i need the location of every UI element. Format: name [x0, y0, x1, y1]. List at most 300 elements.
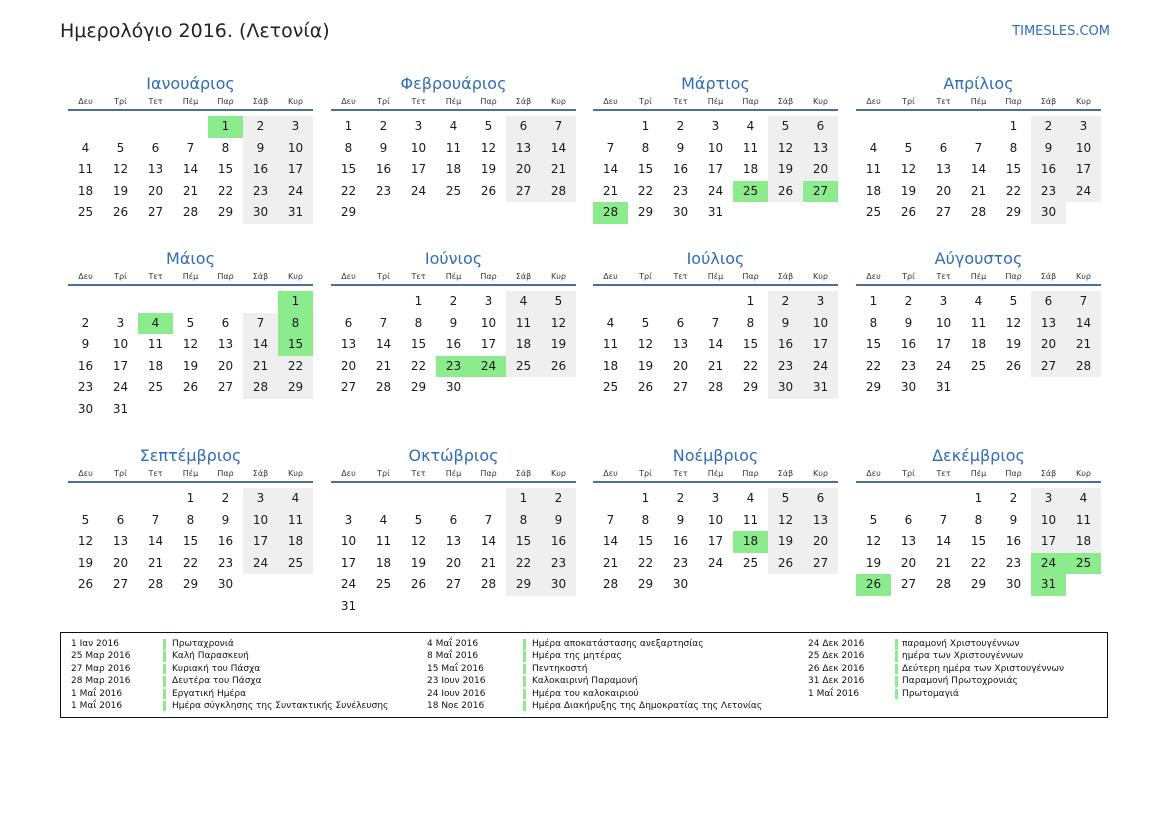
- holiday-date: 1 Μαΐ 2016: [71, 700, 123, 711]
- day-cell: 10: [278, 138, 313, 160]
- weekday-label: Παρ: [742, 469, 759, 478]
- day-cell: 2: [768, 291, 803, 313]
- empty-cell: [68, 291, 103, 313]
- weekday-label: Κυρ: [551, 469, 566, 478]
- day-cell: 8: [506, 510, 541, 532]
- day-cell: 20: [217, 358, 234, 373]
- day-grid: [856, 488, 1101, 596]
- holiday-day-cell: 23: [436, 356, 471, 378]
- day-cell: 6: [803, 116, 838, 138]
- day-cell: 30: [672, 205, 689, 220]
- day-cell: 25: [77, 205, 94, 220]
- holiday-day-cell: 4: [138, 313, 173, 335]
- holiday-marker: [523, 664, 526, 675]
- holiday-name: Ημέρα αποκατάστασης ανεξαρτησίας: [532, 639, 704, 649]
- day-cell: 2: [221, 491, 230, 505]
- weekday-label: Παρ: [1005, 469, 1022, 478]
- weekday-label: Σάβ: [1040, 272, 1057, 281]
- day-cell: 13: [445, 534, 462, 549]
- day-cell: 11: [506, 313, 541, 335]
- day-cell: 6: [344, 315, 353, 330]
- day-cell: 28: [147, 577, 164, 592]
- day-cell: 2: [676, 119, 685, 133]
- holiday-date: 23 Ιουν 2016: [427, 676, 486, 687]
- day-cell: 31: [803, 377, 838, 399]
- day-cell: 30: [541, 574, 576, 596]
- day-cell: 3: [939, 294, 948, 308]
- day-cell: 28: [541, 181, 576, 203]
- day-cell: 17: [278, 159, 313, 181]
- day-cell: 27: [803, 553, 838, 575]
- day-cell: 21: [970, 183, 987, 198]
- weekday-label: Κυρ: [1076, 97, 1091, 106]
- holiday-day-cell: 26: [856, 574, 891, 596]
- day-cell: 17: [1031, 531, 1066, 553]
- weekday-label: Σάβ: [777, 97, 794, 106]
- day-cell: 14: [707, 337, 724, 352]
- day-cell: 19: [112, 183, 129, 198]
- day-cell: 29: [410, 380, 427, 395]
- weekday-label: Τετ: [148, 97, 163, 106]
- holiday-day-cell: 1: [278, 291, 313, 313]
- weekday-header: [593, 467, 838, 483]
- day-cell: 18: [147, 358, 164, 373]
- day-cell: 29: [865, 380, 882, 395]
- day-cell: 3: [344, 512, 353, 527]
- weekday-label: Τετ: [148, 272, 163, 281]
- month-name: Σεπτέμβριος: [139, 446, 242, 465]
- day-cell: 16: [768, 334, 803, 356]
- day-cell: 20: [147, 183, 164, 198]
- weekday-label: Κυρ: [813, 97, 828, 106]
- empty-cell: [593, 291, 628, 313]
- holiday-marker: [895, 651, 898, 662]
- day-cell: 16: [1005, 534, 1022, 549]
- month-block: [331, 446, 576, 618]
- day-cell: 26: [480, 183, 497, 198]
- holiday-marker: [895, 664, 898, 675]
- weekday-label: Δευ: [866, 469, 881, 478]
- weekday-label: Παρ: [742, 97, 759, 106]
- holiday-marker: [523, 651, 526, 662]
- weekday-label: Τετ: [148, 469, 163, 478]
- day-cell: 4: [746, 491, 755, 505]
- holiday-date: 28 Μαρ 2016: [71, 676, 131, 687]
- day-cell: 6: [803, 488, 838, 510]
- day-cell: 19: [768, 531, 803, 553]
- day-cell: 5: [116, 140, 125, 155]
- weekday-label: Παρ: [1005, 272, 1022, 281]
- day-cell: 18: [742, 162, 759, 177]
- empty-cell: [68, 116, 103, 138]
- day-cell: 11: [865, 162, 882, 177]
- day-cell: 26: [1005, 358, 1022, 373]
- weekday-label: Τρί: [114, 272, 127, 281]
- month-name: Ιούλιος: [686, 249, 745, 268]
- day-cell: 14: [602, 534, 619, 549]
- weekday-label: Τρί: [114, 469, 127, 478]
- day-grid: [68, 291, 313, 421]
- holiday-day-cell: 24: [471, 356, 506, 378]
- day-cell: 7: [484, 512, 493, 527]
- day-cell: 25: [147, 380, 164, 395]
- day-cell: 23: [768, 356, 803, 378]
- holiday-date: 25 Δεκ 2016: [808, 651, 865, 662]
- day-cell: 28: [375, 380, 392, 395]
- day-cell: 19: [900, 183, 917, 198]
- weekday-label: Δευ: [603, 97, 618, 106]
- day-cell: 19: [410, 555, 427, 570]
- page-title: Ημερολόγιο 2016. (Λετονία): [60, 20, 330, 42]
- day-cell: 15: [340, 162, 357, 177]
- holiday-marker: [895, 639, 898, 650]
- day-cell: 14: [541, 138, 576, 160]
- holiday-date: 24 Δεκ 2016: [808, 639, 865, 649]
- day-cell: 7: [974, 140, 983, 155]
- month-name: Ιανουάριος: [146, 74, 235, 93]
- day-cell: 2: [1031, 116, 1066, 138]
- weekday-label: Πέμ: [182, 272, 199, 281]
- day-cell: 17: [410, 162, 427, 177]
- weekday-header: [68, 467, 313, 483]
- day-cell: 22: [637, 555, 654, 570]
- day-cell: 7: [243, 313, 278, 335]
- site-link[interactable]: TIMESLES.COM: [1012, 24, 1110, 39]
- day-grid: [856, 116, 1101, 224]
- day-cell: 26: [77, 577, 94, 592]
- day-cell: 24: [707, 555, 724, 570]
- day-cell: 29: [278, 377, 313, 399]
- day-cell: 8: [186, 512, 195, 527]
- day-cell: 20: [935, 183, 952, 198]
- day-cell: 15: [1005, 162, 1022, 177]
- month-name: Δεκέμβριος: [932, 446, 1025, 465]
- holiday-date: 15 Μαΐ 2016: [427, 663, 484, 674]
- weekday-header: [593, 95, 838, 111]
- day-cell: 6: [904, 512, 913, 527]
- day-cell: 21: [1066, 334, 1101, 356]
- day-cell: 8: [641, 140, 650, 155]
- day-cell: 21: [480, 555, 497, 570]
- day-cell: 25: [278, 553, 313, 575]
- day-cell: 6: [221, 315, 230, 330]
- day-cell: 3: [1066, 116, 1101, 138]
- day-cell: 27: [147, 205, 164, 220]
- holiday-marker: [895, 676, 898, 687]
- holiday-date: 31 Δεκ 2016: [808, 676, 865, 687]
- weekday-label: Κυρ: [813, 469, 828, 478]
- day-cell: 17: [1066, 159, 1101, 181]
- holiday-marker: [163, 701, 166, 712]
- holiday-date: 4 Μαΐ 2016: [427, 639, 479, 649]
- day-cell: 11: [445, 140, 462, 155]
- day-cell: 31: [112, 401, 129, 416]
- weekday-label: Παρ: [217, 97, 234, 106]
- day-cell: 18: [445, 162, 462, 177]
- day-cell: 17: [935, 337, 952, 352]
- day-cell: 5: [904, 140, 913, 155]
- day-cell: 20: [506, 159, 541, 181]
- day-cell: 14: [182, 162, 199, 177]
- day-cell: 29: [182, 577, 199, 592]
- day-cell: 30: [672, 577, 689, 592]
- weekday-label: Τρί: [639, 469, 652, 478]
- weekday-label: Παρ: [742, 272, 759, 281]
- day-cell: 8: [746, 315, 755, 330]
- day-cell: 30: [900, 380, 917, 395]
- day-cell: 11: [77, 162, 94, 177]
- day-cell: 30: [1005, 577, 1022, 592]
- day-cell: 9: [904, 315, 913, 330]
- weekday-label: Παρ: [217, 469, 234, 478]
- day-cell: 22: [278, 356, 313, 378]
- day-cell: 24: [278, 181, 313, 203]
- month-block: [593, 249, 838, 399]
- day-cell: 4: [606, 315, 615, 330]
- day-cell: 5: [641, 315, 650, 330]
- day-cell: 11: [1066, 510, 1101, 532]
- day-grid: [331, 116, 576, 224]
- day-cell: 15: [182, 534, 199, 549]
- weekday-label: Δευ: [866, 97, 881, 106]
- weekday-label: Παρ: [217, 272, 234, 281]
- day-cell: 29: [637, 205, 654, 220]
- day-cell: 13: [900, 534, 917, 549]
- weekday-label: Τετ: [411, 97, 426, 106]
- weekday-label: Τετ: [673, 97, 688, 106]
- day-cell: 23: [217, 555, 234, 570]
- day-cell: 27: [217, 380, 234, 395]
- day-cell: 31: [707, 205, 724, 220]
- empty-cell: [891, 488, 926, 510]
- day-cell: 17: [707, 162, 724, 177]
- empty-cell: [401, 488, 436, 510]
- day-cell: 8: [869, 315, 878, 330]
- holiday-name: παραμονή Χριστουγέννων: [902, 639, 1020, 649]
- holiday-marker: [163, 689, 166, 700]
- weekday-label: Σάβ: [1040, 97, 1057, 106]
- holiday-day-cell: 8: [278, 313, 313, 335]
- day-cell: 17: [707, 534, 724, 549]
- weekday-label: Πέμ: [445, 469, 462, 478]
- day-cell: 27: [112, 577, 129, 592]
- holiday-name: Εργατική Ημέρα: [172, 688, 246, 699]
- day-cell: 9: [449, 315, 458, 330]
- day-cell: 23: [900, 358, 917, 373]
- holiday-name: Ημέρα σύγκλησης της Συντακτικής Συνέλευσης: [172, 700, 389, 711]
- weekday-header: [856, 95, 1101, 111]
- day-grid: [331, 488, 576, 618]
- day-cell: 23: [1031, 181, 1066, 203]
- weekday-label: Τετ: [673, 469, 688, 478]
- month-name: Αύγουστος: [934, 249, 1023, 268]
- day-cell: 18: [278, 531, 313, 553]
- day-cell: 11: [742, 140, 759, 155]
- day-cell: 29: [970, 577, 987, 592]
- day-cell: 12: [77, 534, 94, 549]
- day-cell: 12: [637, 337, 654, 352]
- day-cell: 20: [340, 358, 357, 373]
- day-cell: 18: [970, 337, 987, 352]
- holiday-marker: [523, 676, 526, 687]
- day-cell: 13: [147, 162, 164, 177]
- day-cell: 29: [1005, 205, 1022, 220]
- month-name: Ιούνιος: [424, 249, 483, 268]
- weekday-header: [593, 270, 838, 286]
- holiday-name: Πρωταχρονιά: [172, 639, 234, 649]
- day-cell: 13: [217, 337, 234, 352]
- day-cell: 27: [445, 577, 462, 592]
- day-cell: 2: [676, 491, 685, 505]
- weekday-label: Σάβ: [515, 97, 532, 106]
- day-cell: 28: [1066, 356, 1101, 378]
- day-cell: 5: [81, 512, 90, 527]
- day-cell: 3: [711, 491, 720, 505]
- empty-cell: [173, 291, 208, 313]
- empty-cell: [663, 291, 698, 313]
- weekday-label: Δευ: [603, 469, 618, 478]
- day-cell: 13: [672, 337, 689, 352]
- day-grid: [593, 116, 838, 224]
- empty-cell: [856, 488, 891, 510]
- day-cell: 20: [445, 555, 462, 570]
- day-cell: 27: [340, 380, 357, 395]
- weekday-label: Τετ: [936, 97, 951, 106]
- month-name: Μάρτιος: [681, 74, 750, 93]
- day-cell: 1: [506, 488, 541, 510]
- day-cell: 10: [707, 140, 724, 155]
- weekday-label: Τρί: [902, 97, 915, 106]
- day-cell: 29: [637, 577, 654, 592]
- day-cell: 14: [375, 337, 392, 352]
- day-cell: 7: [711, 315, 720, 330]
- holiday-date: 25 Μαρ 2016: [71, 651, 131, 662]
- day-cell: 9: [541, 510, 576, 532]
- day-cell: 27: [900, 577, 917, 592]
- month-block: [68, 249, 313, 421]
- weekday-label: Κυρ: [1076, 272, 1091, 281]
- day-cell: 23: [672, 183, 689, 198]
- weekday-label: Τετ: [411, 469, 426, 478]
- weekday-label: Σάβ: [1040, 469, 1057, 478]
- empty-cell: [961, 116, 996, 138]
- day-cell: 13: [1031, 313, 1066, 335]
- day-cell: 26: [541, 356, 576, 378]
- day-cell: 9: [1031, 138, 1066, 160]
- day-cell: 4: [506, 291, 541, 313]
- holiday-date: 1 Μαΐ 2016: [71, 688, 123, 699]
- day-cell: 2: [904, 294, 913, 308]
- day-cell: 3: [711, 119, 720, 133]
- day-cell: 15: [637, 162, 654, 177]
- holiday-day-cell: 15: [278, 334, 313, 356]
- day-cell: 11: [147, 337, 164, 352]
- day-cell: 4: [449, 119, 458, 133]
- day-cell: 22: [1005, 183, 1022, 198]
- day-cell: 16: [672, 534, 689, 549]
- day-cell: 27: [672, 380, 689, 395]
- weekday-label: Τρί: [639, 97, 652, 106]
- day-cell: 10: [707, 512, 724, 527]
- weekday-label: Πέμ: [970, 97, 987, 106]
- month-block: [856, 74, 1101, 224]
- day-cell: 27: [1031, 356, 1066, 378]
- empty-cell: [926, 488, 961, 510]
- day-cell: 16: [445, 337, 462, 352]
- day-cell: 10: [340, 534, 357, 549]
- day-cell: 15: [865, 337, 882, 352]
- day-cell: 17: [480, 337, 497, 352]
- day-cell: 1: [641, 491, 650, 505]
- holiday-date: 8 Μαΐ 2016: [427, 651, 479, 662]
- weekday-label: Πέμ: [970, 469, 987, 478]
- day-cell: 1: [869, 294, 878, 308]
- weekday-label: Τρί: [114, 97, 127, 106]
- day-cell: 8: [221, 140, 230, 155]
- day-cell: 12: [768, 138, 803, 160]
- day-cell: 14: [480, 534, 497, 549]
- day-cell: 10: [480, 315, 497, 330]
- empty-cell: [366, 291, 401, 313]
- day-cell: 25: [970, 358, 987, 373]
- empty-cell: [436, 488, 471, 510]
- day-cell: 9: [81, 337, 90, 352]
- day-cell: 22: [865, 358, 882, 373]
- day-cell: 16: [77, 358, 94, 373]
- day-cell: 6: [449, 512, 458, 527]
- day-cell: 9: [243, 138, 278, 160]
- holiday-date: 1 Ιαν 2016: [71, 639, 119, 649]
- day-cell: 8: [414, 315, 423, 330]
- day-cell: 21: [935, 555, 952, 570]
- weekday-label: Πέμ: [707, 469, 724, 478]
- day-cell: 13: [803, 138, 838, 160]
- day-cell: 11: [742, 512, 759, 527]
- month-block: [68, 446, 313, 596]
- weekday-header: [856, 467, 1101, 483]
- day-cell: 12: [541, 313, 576, 335]
- day-cell: 20: [803, 159, 838, 181]
- day-cell: 24: [1066, 181, 1101, 203]
- day-cell: 10: [1066, 138, 1101, 160]
- day-cell: 19: [865, 555, 882, 570]
- weekday-label: Σάβ: [515, 272, 532, 281]
- weekday-header: [331, 95, 576, 111]
- weekday-label: Τετ: [411, 272, 426, 281]
- day-cell: 2: [379, 119, 388, 133]
- holiday-marker: [163, 676, 166, 687]
- month-block: [68, 74, 313, 224]
- day-cell: 17: [243, 531, 278, 553]
- day-cell: 19: [1005, 337, 1022, 352]
- day-cell: 19: [182, 358, 199, 373]
- day-cell: 28: [935, 577, 952, 592]
- day-cell: 9: [768, 313, 803, 335]
- day-cell: 3: [414, 119, 423, 133]
- empty-cell: [173, 116, 208, 138]
- day-cell: 5: [768, 116, 803, 138]
- day-cell: 1: [746, 294, 755, 308]
- day-cell: 19: [480, 162, 497, 177]
- day-cell: 23: [672, 555, 689, 570]
- day-cell: 4: [1066, 488, 1101, 510]
- day-cell: 4: [974, 294, 983, 308]
- holiday-name: Παραμονή Πρωτοχρονιάς: [902, 676, 1018, 687]
- day-cell: 13: [935, 162, 952, 177]
- weekday-label: Πέμ: [707, 272, 724, 281]
- holiday-day-cell: 1: [208, 116, 243, 138]
- day-cell: 30: [77, 401, 94, 416]
